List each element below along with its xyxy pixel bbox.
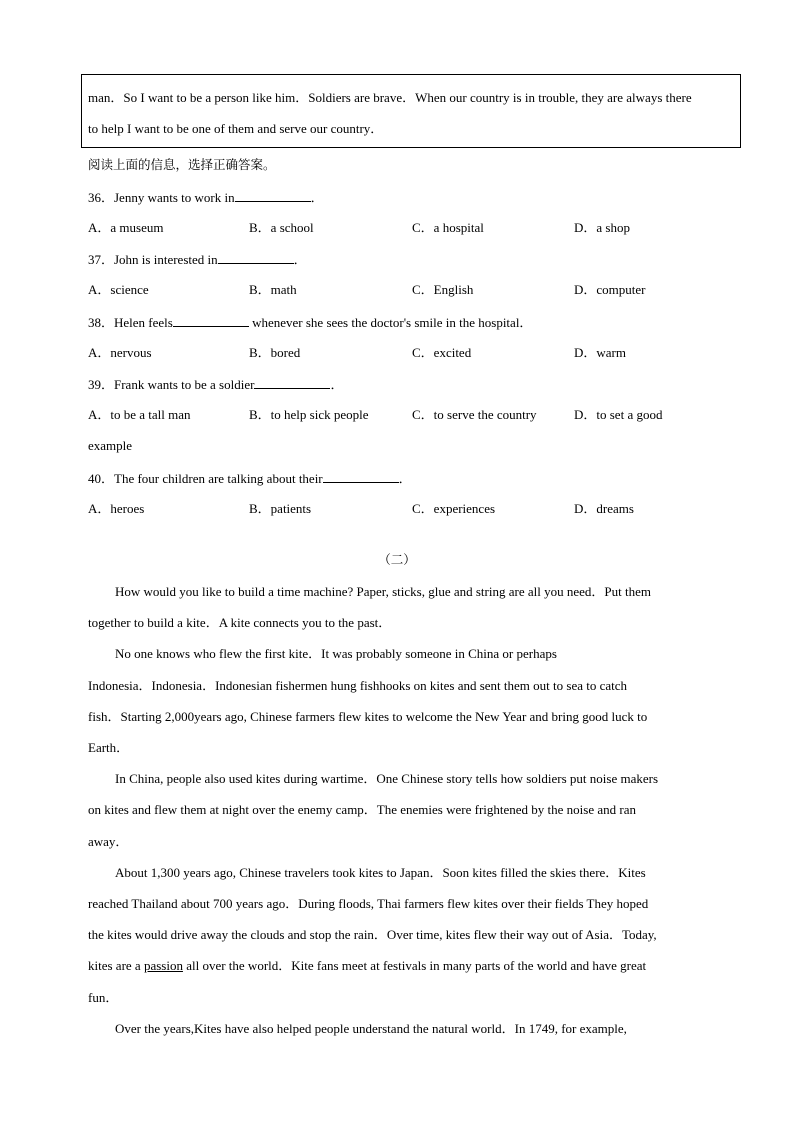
- passage-line: About 1,300 years ago, Chinese travelers took kites to Japan．Soon kites filled the skies there．Kites: [115, 865, 646, 880]
- answer-blank: [218, 251, 294, 264]
- option-c: C．to serve the country: [412, 407, 537, 422]
- option-b: B．math: [249, 282, 297, 297]
- question-37: [88, 251, 307, 268]
- passage-line: away．: [88, 834, 129, 849]
- passage-line: on kites and flew them at night over the enemy camp．The enemies were frightened by the noise and ran: [88, 802, 636, 817]
- option-d: D．a shop: [574, 220, 630, 235]
- question-39: [88, 376, 343, 393]
- box-line-1: man．So I want to be a person like him．Soldiers are brave．When our country is in trouble, they are always there: [88, 90, 692, 105]
- option-c: C．a hospital: [412, 220, 484, 235]
- passage-line: No one knows who flew the first kite．It was probably someone in China or perhaps: [115, 646, 557, 661]
- option-d: D．computer: [574, 282, 646, 297]
- question-stem: 39．Frank wants to be a soldier: [88, 377, 255, 392]
- question-38: [88, 314, 532, 331]
- question-stem-end: ．: [293, 252, 307, 267]
- question-stem-end: ．: [330, 377, 344, 392]
- instruction: 阅读上面的信息，选择正确答案。: [88, 157, 276, 172]
- question-stem-end: ．: [310, 190, 324, 205]
- question-36: [88, 189, 324, 206]
- question-40: [88, 470, 412, 487]
- option-a: A．science: [88, 282, 149, 297]
- box-line-2: to help I want to be one of them and serve our country．: [88, 121, 384, 136]
- answer-blank: [173, 314, 249, 327]
- passage-line: Earth．: [88, 740, 130, 755]
- option-d: D．to set a good: [574, 407, 663, 422]
- question-stem: 36．Jenny wants to work in: [88, 190, 235, 205]
- option-d: D．warm: [574, 345, 626, 360]
- passage-line: reached Thailand about 700 years ago．During floods, Thai farmers flew kites over their fields They hoped: [88, 896, 649, 911]
- section-title: （二）: [378, 552, 416, 567]
- passage-line: In China, people also used kites during wartime．One Chinese story tells how soldiers put noise makers: [115, 771, 659, 786]
- option-b: B．patients: [249, 501, 312, 516]
- option-d-wrap: example: [88, 438, 133, 453]
- option-a: A．a museum: [88, 220, 164, 235]
- answer-blank: [323, 470, 399, 483]
- option-b: B．to help sick people: [249, 407, 369, 422]
- passage-line: together to build a kite．A kite connects you to the past．: [88, 615, 392, 630]
- option-d: D．dreams: [574, 501, 634, 516]
- question-stem-end: whenever she sees the doctor's smile in the hospital．: [248, 315, 533, 330]
- answer-blank: [254, 376, 330, 389]
- answer-blank: [235, 189, 311, 202]
- passage-line: fun．: [88, 990, 119, 1005]
- option-c: C．experiences: [412, 501, 496, 516]
- question-stem: 40．The four children are talking about their: [88, 471, 323, 486]
- option-b: B．bored: [249, 345, 301, 360]
- passage-line: How would you like to build a time machine? Paper, sticks, glue and string are all you need．Put them: [115, 584, 651, 599]
- option-c: C．English: [412, 282, 474, 297]
- passage-text: all over the world．Kite fans meet at festivals in many parts of the world and have great: [182, 958, 647, 973]
- option-a: A．heroes: [88, 501, 145, 516]
- question-stem: 38．Helen feels: [88, 315, 173, 330]
- question-stem: 37．John is interested in: [88, 252, 218, 267]
- passage-text: kites are a: [88, 958, 144, 973]
- option-a: A．nervous: [88, 345, 152, 360]
- passage-line: [88, 958, 646, 974]
- option-a: A．to be a tall man: [88, 407, 191, 422]
- passage-line: Over the years,Kites have also helped people understand the natural world．In 1749, for example,: [115, 1021, 627, 1036]
- option-c: C．excited: [412, 345, 472, 360]
- passage-line: the kites would drive away the clouds and stop the rain．Over time, kites flew their way out of Asia．Today,: [88, 927, 657, 942]
- option-b: B．a school: [249, 220, 314, 235]
- question-stem-end: ．: [398, 471, 412, 486]
- underlined-word: passion: [143, 958, 183, 973]
- passage-line: fish．Starting 2,000years ago, Chinese farmers flew kites to welcome the New Year and bring good luck to: [88, 709, 648, 724]
- passage-line: Indonesia．Indonesia．Indonesian fishermen hung fishhooks on kites and sent them out to sea to catch: [88, 678, 628, 693]
